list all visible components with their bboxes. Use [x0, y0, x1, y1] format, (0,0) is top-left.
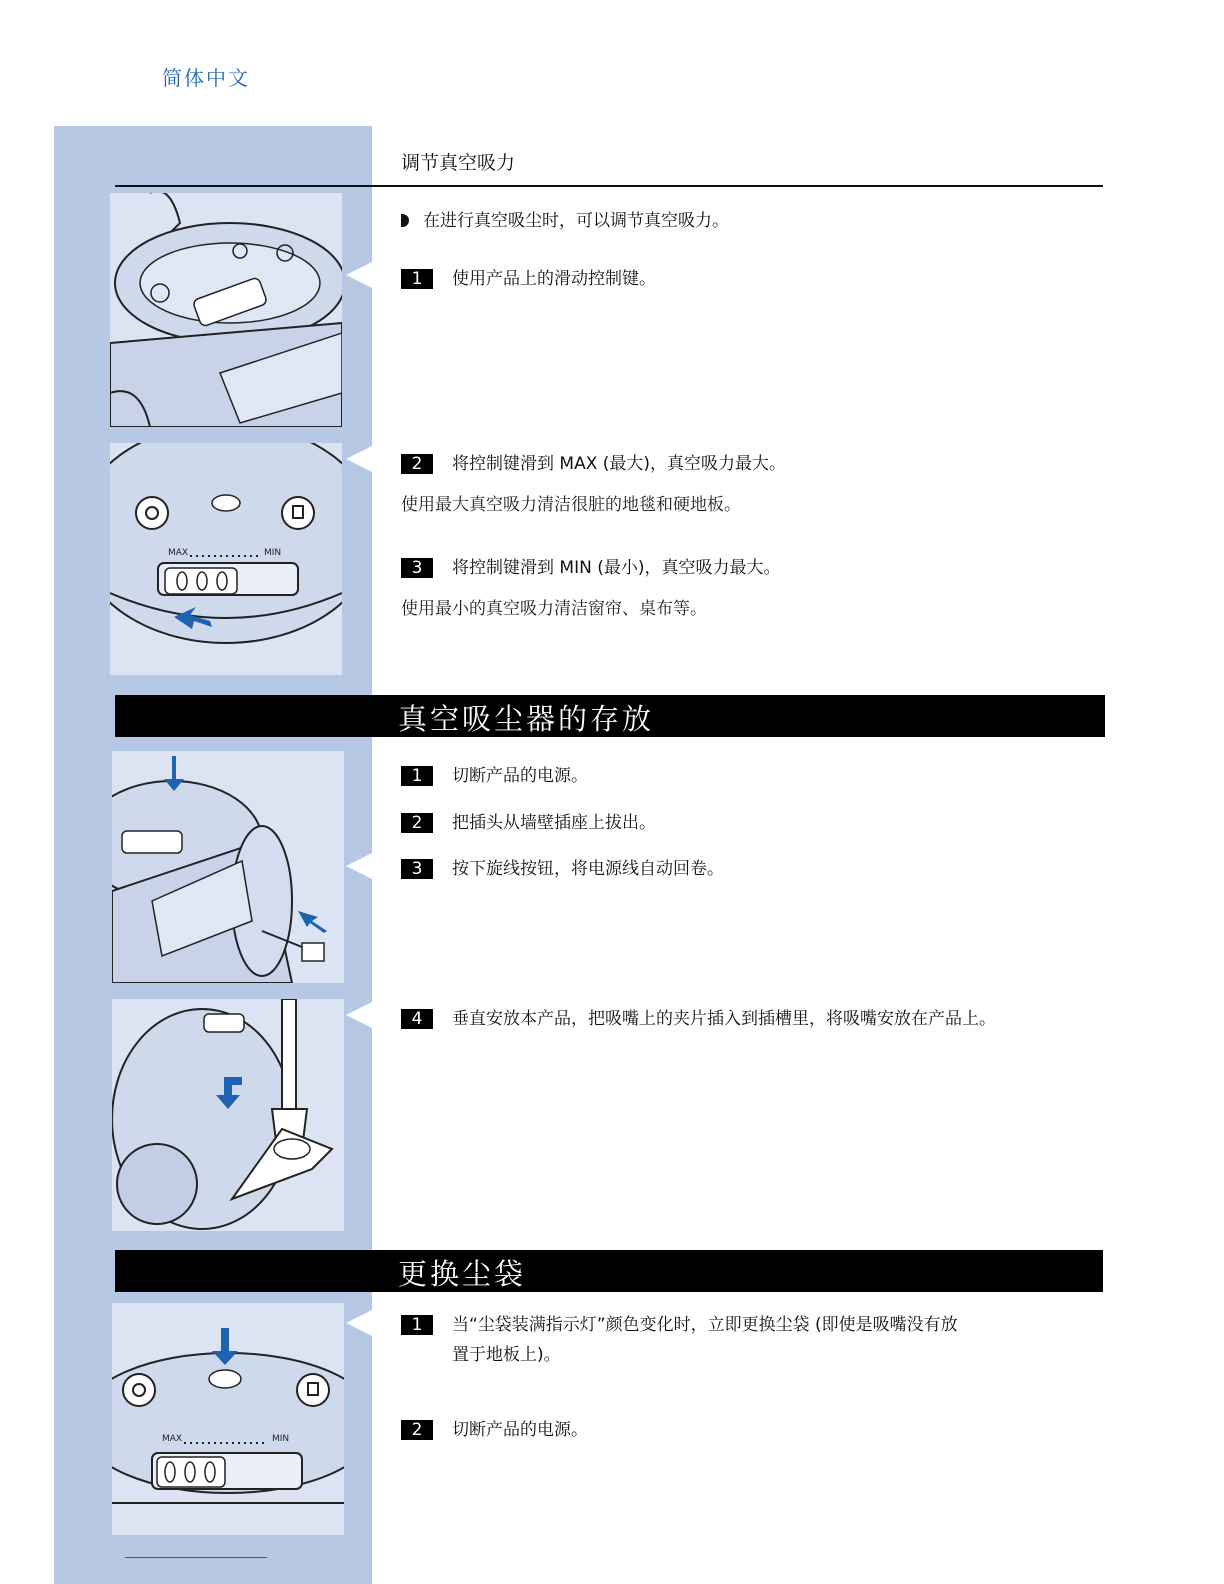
bullet-text: 在进行真空吸尘时，可以调节真空吸力。 — [423, 211, 729, 231]
step-note: 使用最大真空吸力清洁很脏的地毯和硬地板。 — [401, 495, 741, 515]
pointer-arrow — [346, 853, 372, 879]
plug-icon — [297, 1374, 329, 1406]
illustration-max-setting — [110, 443, 342, 675]
bullet-icon — [401, 214, 409, 227]
footer-link-rule — [125, 1557, 267, 1558]
pointer-arrow — [346, 446, 372, 472]
language-label: 简体中文 — [162, 66, 250, 90]
max-label: MAX — [168, 548, 189, 558]
min-label: MIN — [264, 548, 282, 558]
power-icon — [136, 497, 168, 529]
step-text: 切断产品的电源。 — [452, 766, 588, 786]
illustration-bag-indicator — [112, 1303, 344, 1535]
step-number: 4 — [401, 1009, 433, 1029]
step-number: 1 — [401, 269, 433, 289]
step-note: 使用最小的真空吸力清洁窗帘、桌布等。 — [401, 599, 707, 619]
step-text: 当“尘袋装满指示灯”颜色变化时，立即更换尘袋 (即使是吸嘴没有放 — [452, 1315, 958, 1335]
pointer-arrow — [346, 1310, 372, 1336]
illustration-upright-parking — [112, 999, 344, 1231]
section-title-storage: 真空吸尘器的存放 — [398, 702, 655, 736]
step-text: 按下旋线按钮，将电源线自动回卷。 — [452, 859, 724, 879]
illustration-cord-rewind — [112, 751, 344, 983]
pointer-arrow — [346, 1002, 372, 1028]
step-number: 1 — [401, 766, 433, 786]
step-text: 将控制键滑到 MIN (最小)，真空吸力最大。 — [452, 558, 781, 578]
power-icon — [123, 1374, 155, 1406]
step-number: 3 — [401, 859, 433, 879]
pointer-arrow — [346, 262, 372, 288]
step-number: 3 — [401, 558, 433, 578]
step-number: 1 — [401, 1315, 433, 1335]
step-text: 使用产品上的滑动控制键。 — [452, 269, 656, 289]
section-header-replace-bag — [115, 1250, 1103, 1292]
max-label: MAX — [162, 1434, 183, 1444]
bullet-intro — [401, 206, 729, 231]
step-number: 2 — [401, 454, 433, 474]
step-text: 垂直安放本产品，把吸嘴上的夹片插入到插槽里，将吸嘴安放在产品上。 — [452, 1009, 996, 1029]
section-title-adjust-suction: 调节真空吸力 — [401, 152, 516, 174]
min-label: MIN — [272, 1434, 290, 1444]
section-rule — [115, 185, 1103, 187]
plug-icon — [282, 497, 314, 529]
vacuum-upright-drawing — [112, 999, 344, 1231]
step-number: 2 — [401, 813, 433, 833]
section-header-storage — [115, 695, 1105, 737]
illustration-slider-control — [110, 193, 342, 427]
vacuum-top-drawing — [110, 193, 342, 427]
control-panel-drawing-indicator — [112, 1303, 344, 1535]
control-panel-drawing-max — [110, 443, 342, 675]
step-text: 切断产品的电源。 — [452, 1420, 588, 1440]
step-text: 把插头从墙壁插座上拔出。 — [452, 813, 656, 833]
step-text: 置于地板上)。 — [452, 1345, 561, 1365]
section-title-replace-bag: 更换尘袋 — [398, 1257, 527, 1291]
vacuum-side-drawing — [112, 751, 344, 983]
step-text: 将控制键滑到 MAX (最大)，真空吸力最大。 — [452, 454, 787, 474]
step-number: 2 — [401, 1420, 433, 1440]
